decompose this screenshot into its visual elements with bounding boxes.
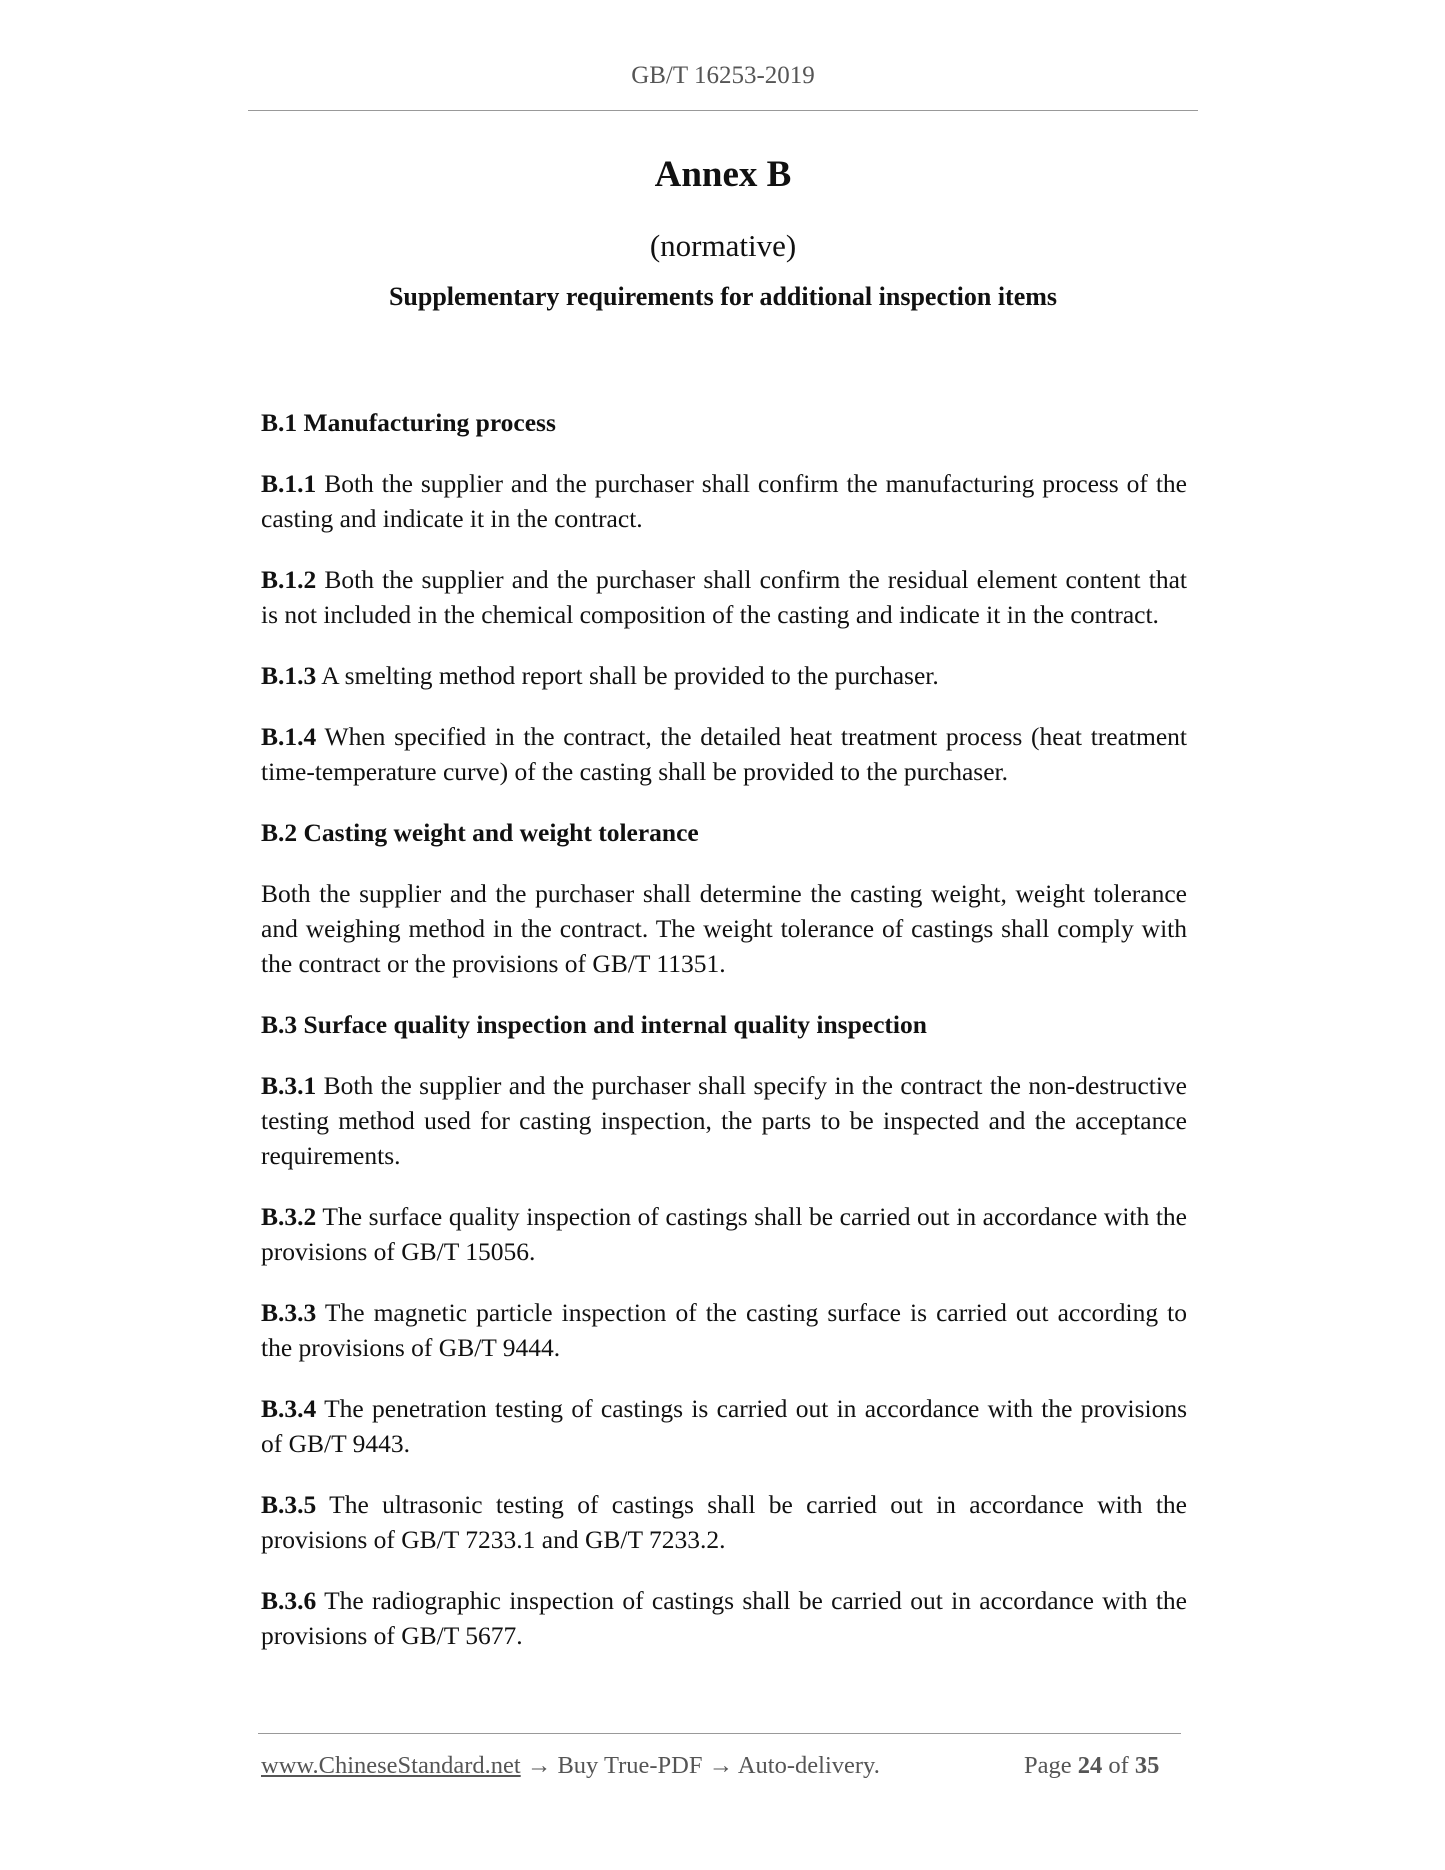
clause-number: B.1.4 <box>261 722 317 751</box>
page-number <box>1024 1752 1159 1780</box>
clause-number: B.3.1 <box>261 1071 317 1100</box>
clause-b-3-2 <box>261 1199 1187 1269</box>
clause-b-1-1 <box>261 466 1187 536</box>
page-current: 24 <box>1077 1752 1103 1779</box>
section-heading-b2: B.2 Casting weight and weight tolerance <box>261 818 699 847</box>
clause-number: B.3.5 <box>261 1490 317 1519</box>
site-link[interactable]: www.ChineseStandard.net <box>261 1752 521 1779</box>
clause-b-3-3 <box>261 1295 1187 1365</box>
footer-divider <box>258 1733 1181 1734</box>
clause-text: Both the supplier and the purchaser shall confirm the residual element content that is not included in the chemical composition of the casting and indicate it in the contract. <box>261 565 1187 629</box>
clause-text: The penetration testing of castings is carried out in accordance with the provisions of GB/T 9443. <box>261 1394 1187 1458</box>
clause-text: The magnetic particle inspection of the casting surface is carried out according to the provisions of GB/T 9444. <box>261 1298 1187 1362</box>
page-of: of <box>1102 1752 1135 1779</box>
annex-body <box>261 405 1187 1679</box>
clause-b-2-text: Both the supplier and the purchaser shall determine the casting weight, weight tolerance and weighing method in the contract. The weight tolerance of castings shall comply with the contract or the provisions of GB/T 11351. <box>261 879 1187 978</box>
clause-number: B.3.2 <box>261 1202 317 1231</box>
clause-text: Both the supplier and the purchaser shall specify in the contract the non-destructive testing method used for casting inspection, the parts to be inspected and the acceptance requirements. <box>261 1071 1187 1170</box>
clause-b-3-6 <box>261 1583 1187 1653</box>
section-heading-b3: B.3 Surface quality inspection and internal quality inspection <box>261 1010 927 1039</box>
page-label: Page <box>1024 1752 1078 1779</box>
clause-number: B.1.3 <box>261 661 317 690</box>
clause-b-1-3 <box>261 658 1187 693</box>
clause-number: B.1.2 <box>261 565 317 594</box>
footer-promo <box>261 1752 880 1780</box>
clause-text: The radiographic inspection of castings shall be carried out in accordance with the provisions of GB/T 5677. <box>261 1586 1187 1650</box>
promo-text: → Buy True-PDF → Auto-delivery. <box>520 1752 880 1779</box>
clause-number: B.1.1 <box>261 469 317 498</box>
clause-number: B.3.4 <box>261 1394 317 1423</box>
clause-number: B.3.3 <box>261 1298 317 1327</box>
clause-b-1-2 <box>261 562 1187 632</box>
running-header: GB/T 16253-2019 <box>631 62 815 89</box>
annex-heading: Supplementary requirements for additional inspection items <box>388 282 1058 311</box>
clause-number: B.3.6 <box>261 1586 317 1615</box>
annex-status: (normative) <box>649 228 797 263</box>
section-heading-b1: B.1 Manufacturing process <box>261 408 556 437</box>
clause-b-1-4 <box>261 719 1187 789</box>
clause-b-3-1 <box>261 1068 1187 1173</box>
clause-text: When specified in the contract, the detailed heat treatment process (heat treatment time-temperature curve) of the casting shall be provided to the purchaser. <box>261 722 1187 786</box>
clause-text: A smelting method report shall be provided to the purchaser. <box>316 661 939 690</box>
clause-text: The ultrasonic testing of castings shall be carried out in accordance with the provisions of GB/T 7233.1 and GB/T 7233.2. <box>261 1490 1187 1554</box>
clause-text: Both the supplier and the purchaser shall confirm the manufacturing process of the casting and indicate it in the contract. <box>261 469 1187 533</box>
annex-title: Annex B <box>654 154 792 195</box>
clause-text: The surface quality inspection of castings shall be carried out in accordance with the provisions of GB/T 15056. <box>261 1202 1187 1266</box>
clause-b-3-4 <box>261 1391 1187 1461</box>
clause-b-3-5 <box>261 1487 1187 1557</box>
header-divider <box>248 110 1198 111</box>
page-total: 35 <box>1134 1752 1160 1779</box>
